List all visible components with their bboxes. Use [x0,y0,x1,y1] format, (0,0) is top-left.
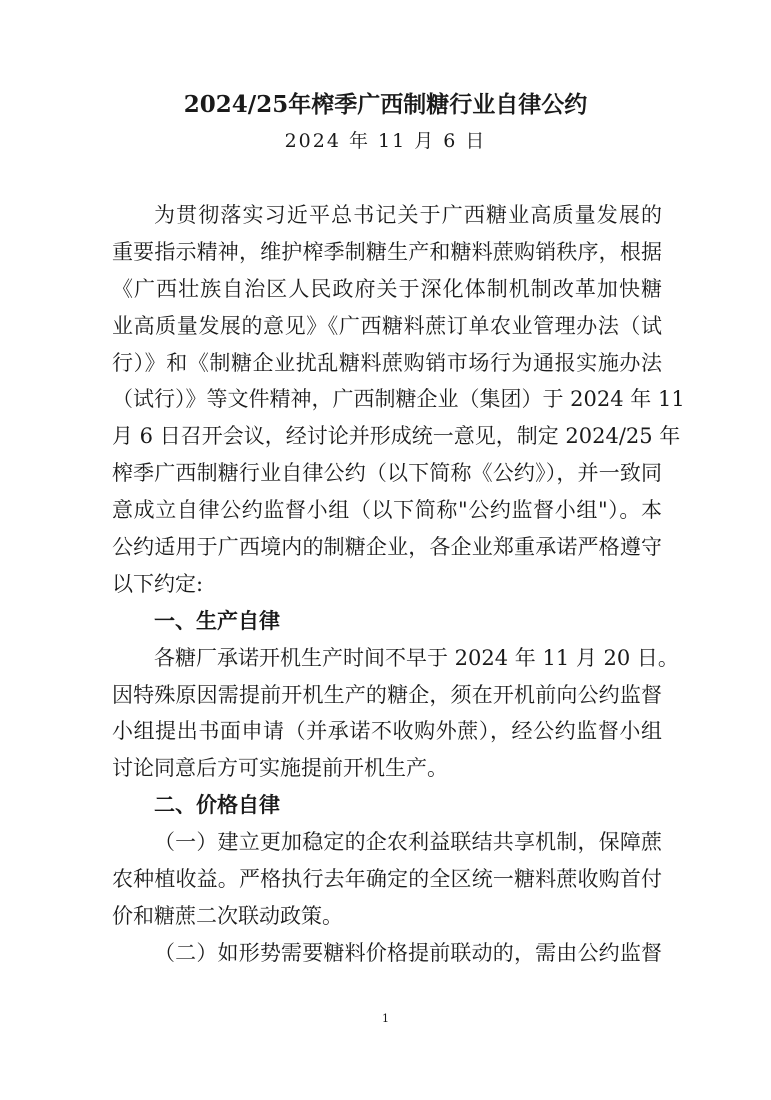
text-line: 小组提出书面申请（并承诺不收购外蔗），经公约监督小组 [112,719,662,744]
text-line: 讨论同意后方可实施提前开机生产。 [112,756,448,781]
text-line: 农种植收益。严格执行去年确定的全区统一糖料蔗收购首付 [112,867,662,892]
page-number: 1 [382,1012,389,1025]
text-line: 以下约定: [112,571,204,596]
section-heading-price: 二、价格自律 [154,793,280,818]
text-line: 重要指示精神，维护榨季制糖生产和糖料蔗购销秩序，根据 [112,239,662,264]
text-line: 《广西壮族自治区人民政府关于深化体制机制改革加快糖 [112,276,662,301]
text-line: 为贯彻落实习近平总书记关于广西糖业高质量发展的 [154,203,662,227]
text-line: 价和糖蔗二次联动政策。 [112,903,343,928]
document-title: 2024/25年榨季广西制糖行业自律公约 [183,91,588,118]
text-line: （二）如形势需要糖料价格提前联动的，需由公约监督 [154,940,662,965]
text-line: 榨季广西制糖行业自律公约（以下简称《公约》），并一致同 [112,461,662,486]
text-line: （一）建立更加稳定的企农利益联结共享机制，保障蔗 [154,830,662,855]
text-line: 因特殊原因需提前开机生产的糖企，须在开机前向公约监督 [112,682,662,707]
text-line: 业高质量发展的意见》《广西糖料蔗订单农业管理办法（试 [112,313,662,338]
text-line: （试行）》等文件精神，广西制糖企业（集团）于 2024 年 11 [112,387,685,412]
section-heading-production: 一、生产自律 [154,608,280,633]
text-line: 月 6 日召开会议，经讨论并形成统一意见，制定 2024/25 年 [112,424,681,449]
document-date: 2024 年 11 月 6 日 [284,130,487,152]
text-line: 意成立自律公约监督小组（以下简称"公约监督小组"）。本 [112,498,662,523]
document-body [112,197,685,972]
text-line: 行）》和《制糖企业扰乱糖料蔗购销市场行为通报实施办法 [112,350,662,375]
text-line: 公约适用于广西境内的制糖企业，各企业郑重承诺严格遵守 [112,535,662,560]
text-line: 各糖厂承诺开机生产时间不早于 2024 年 11 月 20 日。 [154,645,679,670]
